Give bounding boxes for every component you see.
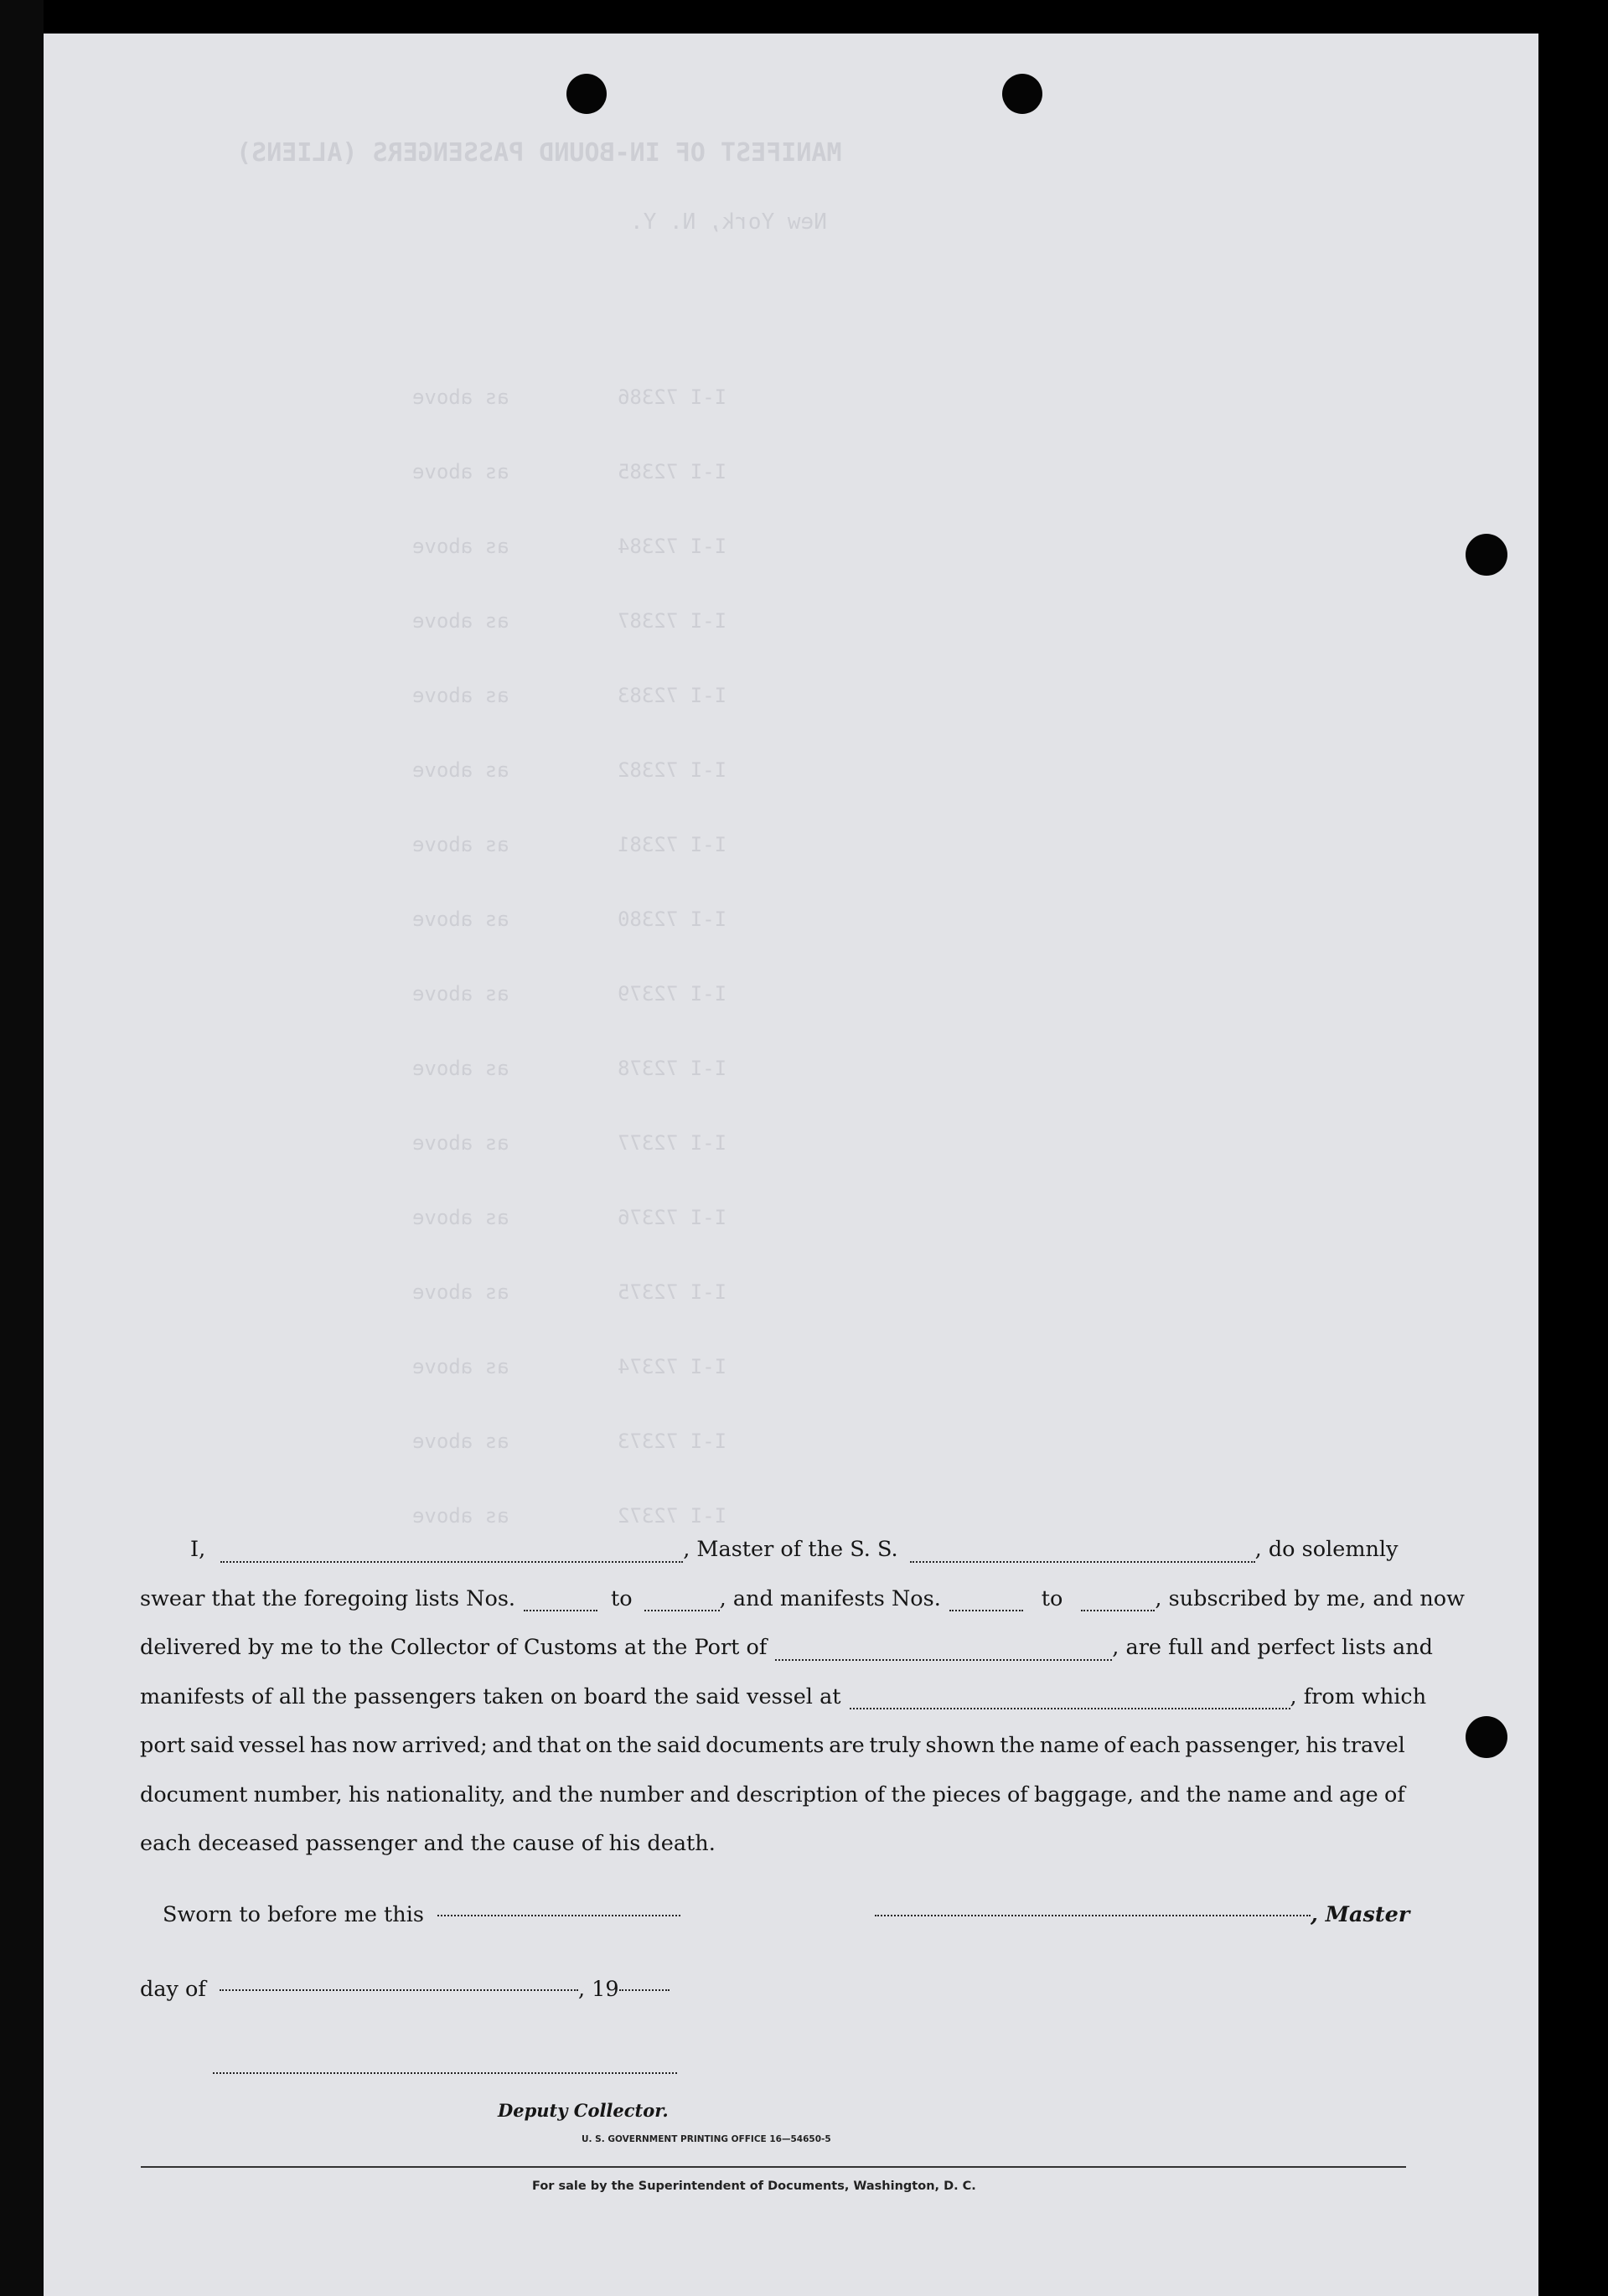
footer-rule [141,2166,1406,2168]
oath-word: description [736,1781,859,1807]
oath-word: now [352,1733,397,1758]
faded-header-title: MANIFEST OF IN-BOUND PASSENGERS (ALIENS) [236,138,842,168]
day-of-label: day of [140,1977,206,2002]
oath-word: his [1306,1733,1337,1758]
faded-row-number: I-I 72373 [618,1430,727,1453]
oath-text: each deceased passenger and the cause of his death. [140,1831,716,1856]
oath-word: number, [253,1781,343,1807]
oath-word: and [1292,1781,1333,1807]
oath-line-2 [140,1575,1465,1624]
master-label: , Master [1311,1902,1410,1927]
oath-word: the [891,1781,927,1807]
oath-word: said [656,1733,701,1758]
oath-word: truly [869,1733,921,1758]
oath-word: age [1339,1781,1378,1807]
faded-row-mark: as above [412,982,509,1006]
oath-word: of [864,1781,886,1807]
oath-word: said [189,1733,235,1758]
oath-text: delivered by me to the Collector of Customs at the Port of [140,1635,768,1660]
day-of-line [140,1977,670,2002]
faded-row-mark: as above [412,684,509,707]
faded-row-mark: as above [412,833,509,856]
faded-row-mark: as above [412,535,509,558]
oath-line-1 [140,1525,1405,1575]
oath-line-4 [140,1673,1427,1722]
sworn-label: Sworn to before me this [163,1902,424,1927]
faded-header-port: New York, N. Y. [630,209,827,235]
oath-line-5 [140,1721,1405,1771]
oath-word: of [1006,1781,1028,1807]
list-from-blank [524,1609,597,1611]
oath-word: baggage, [1034,1781,1134,1807]
sale-notice: For sale by the Superintendent of Documents, Washington, D. C. [532,2180,976,2193]
oath-word: and [511,1781,552,1807]
departure-port-blank [850,1707,1290,1709]
faded-row-number: I-I 72372 [618,1504,727,1528]
oath-text: , subscribed by me, and now [1155,1585,1465,1611]
oath-text: , are full and perfect lists and [1112,1635,1433,1660]
oath-text: I, [190,1537,206,1562]
faded-row-mark: as above [412,1206,509,1229]
faded-row-number: I-I 72387 [618,609,727,633]
oath-word: and [1140,1781,1181,1807]
oath-text: , do solemnly [1254,1537,1399,1562]
oath-word: passenger, [1185,1733,1301,1758]
oath-word: that [536,1733,582,1758]
faded-row-number: I-I 72379 [618,982,727,1006]
oath-word: arrived; [401,1733,488,1758]
gpo-imprint: U. S. GOVERNMENT PRINTING OFFICE 16—54650-5 [582,2134,831,2144]
port-blank [775,1658,1112,1661]
oath-word: of [1104,1733,1125,1758]
faded-row-mark: as above [412,1131,509,1155]
oath-word: the [1186,1781,1222,1807]
oath-word: the [1000,1733,1036,1758]
faded-row-number: I-I 72386 [618,385,727,409]
faded-row-mark: as above [412,1057,509,1080]
faded-row-mark: as above [412,1430,509,1453]
master-signature-line [875,1902,1409,1927]
master-signature-blank [875,1914,1311,1916]
faded-row-number: I-I 72385 [618,460,727,484]
faded-row-mark: as above [412,385,509,409]
faded-row-number: I-I 72377 [618,1131,727,1155]
oath-word: pieces [932,1781,1001,1807]
faded-row-number: I-I 72376 [618,1206,727,1229]
oath-word: shown [925,1733,995,1758]
oath-word: name [1227,1781,1287,1807]
vessel-name-blank [910,1560,1255,1563]
manifest-page [44,34,1538,2296]
oath-word: name [1039,1733,1099,1758]
faded-row-mark: as above [412,758,509,782]
oath-text: swear that the foregoing lists Nos. [140,1585,516,1611]
faded-row-mark: as above [412,609,509,633]
day-of-blank [220,1988,578,1991]
oath-word: the [617,1733,652,1758]
oath-line-6 [140,1771,1405,1820]
oath-word: documents [706,1733,825,1758]
master-name-blank [220,1560,683,1563]
faded-row-mark: as above [412,1504,509,1528]
list-to-blank [644,1609,720,1611]
sworn-date-blank [437,1914,680,1916]
faded-row-number: I-I 72381 [618,833,727,856]
faded-row-number: I-I 72380 [618,908,727,931]
oath-word: document [140,1781,248,1807]
oath-word: travel [1342,1733,1405,1758]
faded-row-number: I-I 72374 [618,1355,727,1378]
faded-row-number: I-I 72378 [618,1057,727,1080]
faded-row-mark: as above [412,460,509,484]
scan-border-left [0,0,44,2296]
oath-word: number [599,1781,684,1807]
punch-hole [1466,1716,1507,1758]
oath-text: manifests of all the passengers taken on board the said vessel at [140,1683,841,1709]
oath-line-3 [140,1623,1433,1673]
oath-word: on [585,1733,613,1758]
punch-hole [566,74,607,114]
faded-row-mark: as above [412,1280,509,1304]
faded-row-number: I-I 72382 [618,758,727,782]
oath-word: are [829,1733,865,1758]
oath-text: , from which [1290,1683,1427,1709]
oath-text: , and manifests Nos. [719,1585,941,1611]
oath-word: and [492,1733,533,1758]
deputy-collector-label: Deputy Collector. [498,2100,669,2121]
manifest-from-blank [949,1609,1023,1611]
faded-row-mark: as above [412,1355,509,1378]
year-blank [619,1988,670,1991]
oath-word: vessel [239,1733,306,1758]
year-label: , 19 [577,1977,619,2002]
oath-line-7 [140,1819,1405,1869]
oath-word: his [348,1781,380,1807]
faded-row-number: I-I 72375 [618,1280,727,1304]
oath-word: each [1129,1733,1181,1758]
oath-word: of [1384,1781,1405,1807]
faded-row-number: I-I 72384 [618,535,727,558]
sworn-line [163,1902,680,1927]
oath-word: port [140,1733,186,1758]
oath-text: to [1041,1585,1063,1611]
oath-word: has [309,1733,348,1758]
faded-row-mark: as above [412,908,509,931]
deputy-line [213,2060,677,2085]
faded-row-number: I-I 72383 [618,684,727,707]
punch-hole [1002,74,1042,114]
oath-word: the [558,1781,593,1807]
deputy-signature-blank [213,2071,677,2074]
manifest-to-blank [1081,1609,1155,1611]
oath-word: nationality, [385,1781,506,1807]
oath-word: and [690,1781,731,1807]
oath-text: , Master of the S. S. [683,1537,898,1562]
oath-text: to [611,1585,633,1611]
punch-hole [1466,534,1507,576]
oath-paragraph [140,1525,1465,1869]
